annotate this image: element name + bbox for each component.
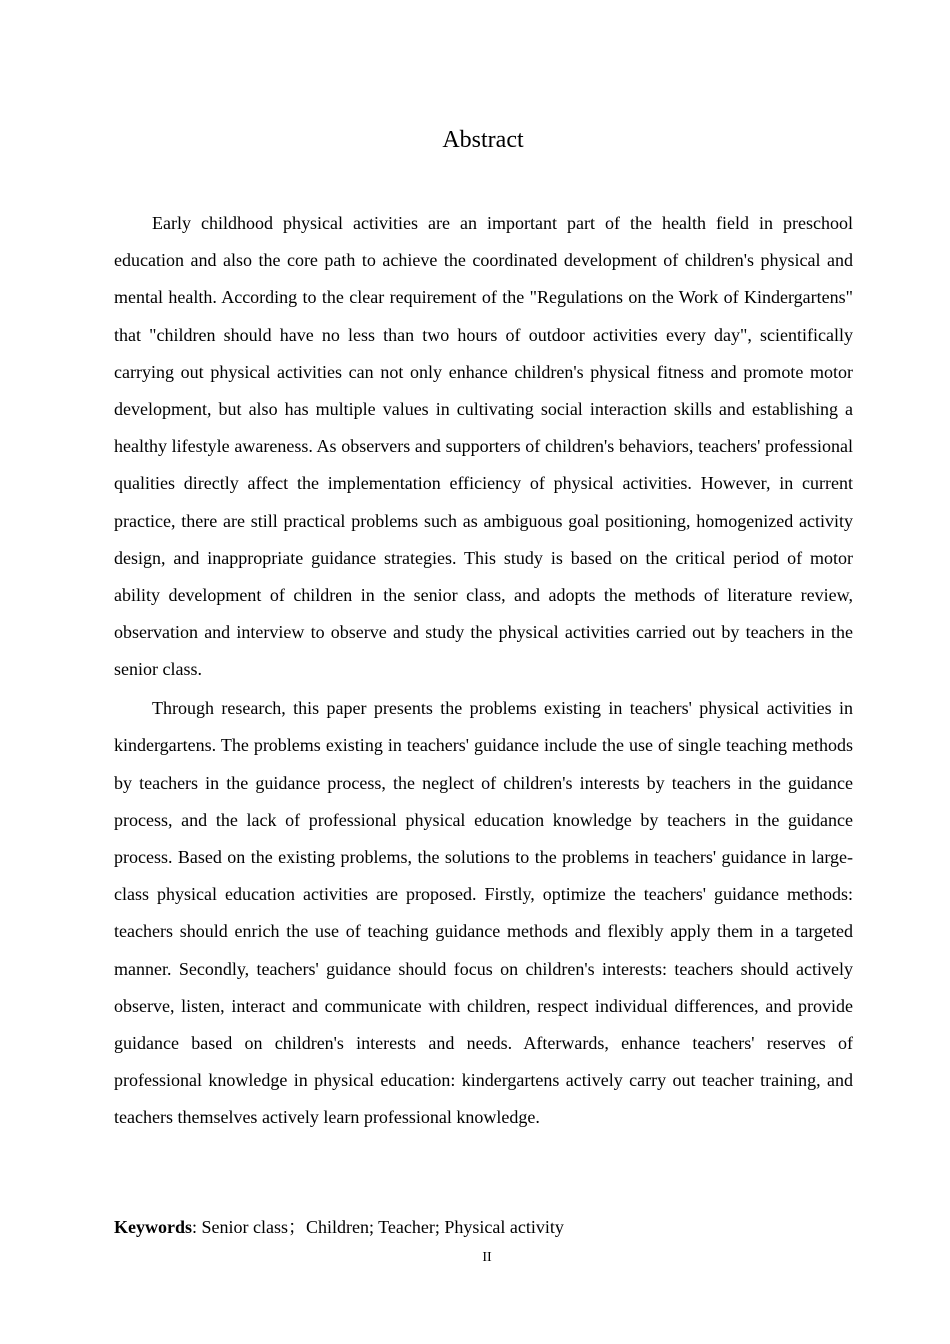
abstract-title: Abstract <box>442 127 524 153</box>
keywords-label: Keywords <box>114 1217 192 1237</box>
keywords-separator: : <box>192 1217 202 1237</box>
page-number: II <box>482 1250 492 1265</box>
keywords-line <box>114 1213 853 1241</box>
abstract-paragraph-2: Through research, this paper presents the problems existing in teachers' physical activities in kindergartens. The problems existing in teachers' guidance include the use of single teaching methods by teachers in the guidance process, the neglect of children's interests by teachers in the guidance process, and the lack of professional physical education knowledge by teachers in the guidance process. Based on the existing problems, the solutions to the problems in teachers' guidance in large-class physical education activities are proposed. Firstly, optimize the teachers' guidance methods: teachers should enrich the use of teaching guidance methods and flexibly apply them in a targeted manner. Secondly, teachers' guidance should focus on children's interests: teachers should actively observe, listen, interact and communicate with children, respect individual differences, and provide guidance based on children's interests and needs. Afterwards, enhance teachers' reserves of professional knowledge in physical education: kindergartens actively carry out teacher training, and teachers themselves actively learn professional knowledge. <box>114 698 853 1128</box>
abstract-body <box>114 205 853 1138</box>
keywords-value: Senior class；Children; Teacher; Physical activity <box>201 1217 564 1237</box>
abstract-paragraph-1: Early childhood physical activities are an important part of the health field in preschool education and also the core path to achieve the coordinated development of children's physical and mental health. According to the clear requirement of the "Regulations on the Work of Kindergartens" that "children should have no less than two hours of outdoor activities every day", scientifically carrying out physical activities can not only enhance children's physical fitness and promote motor development, but also has multiple values in cultivating social interaction skills and establishing a healthy lifestyle awareness. As observers and supporters of children's behaviors, teachers' professional qualities directly affect the implementation efficiency of physical activities. However, in current practice, there are still practical problems such as ambiguous goal positioning, homogenized activity design, and inappropriate guidance strategies. This study is based on the critical period of motor ability development of children in the senior class, and adopts the methods of literature review, observation and interview to observe and study the physical activities carried out by teachers in the senior class. <box>114 213 853 680</box>
